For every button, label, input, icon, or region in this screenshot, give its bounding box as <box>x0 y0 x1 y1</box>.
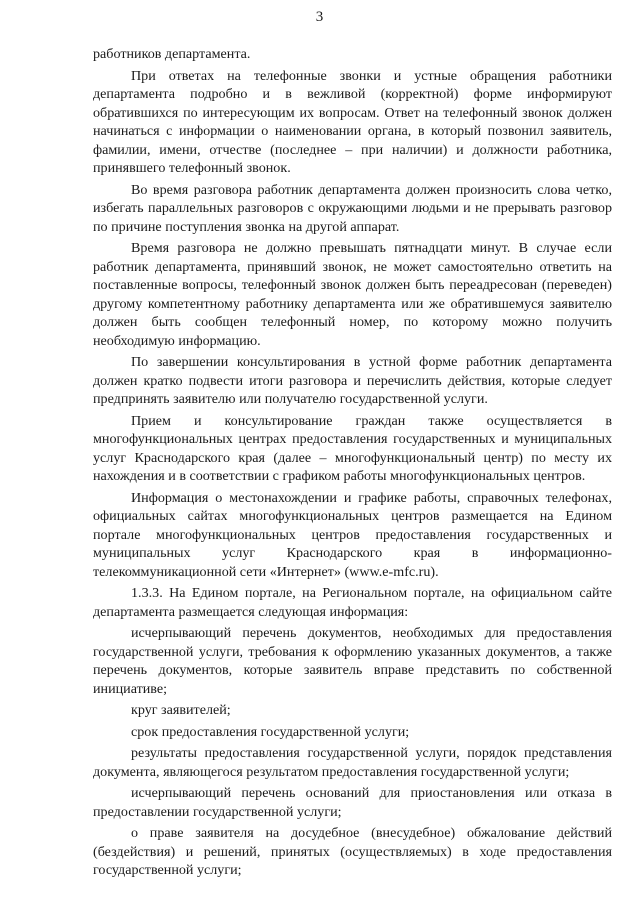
paragraph: При ответах на телефонные звонки и устные обращения работники департамента подробно и в вежливой (корректной) форме информируют обратившихся по интересующим их вопросам. Ответ на телефонный звонок должен начинаться с информации о наименовании органа, в который позвонил заявитель, фамилии, имени, отчестве (последнее – при наличии) и должности работника, принявшего телефонный звонок. <box>93 67 612 176</box>
paragraph: Во время разговора работник департамента должен произносить слова четко, избегать параллельных разговоров с окружающими людьми и не прерывать разговор по причине поступления звонка на другой аппарат. <box>93 181 612 235</box>
paragraph: Прием и консультирование граждан также осуществляется в многофункциональных центрах предоставления государственных и муниципальных услуг Краснодарского края (далее – многофункциональный центр) по месту их нахождения и в соответствии с графиком работы многофункциональных центров. <box>93 412 612 484</box>
list-item: исчерпывающий перечень документов, необходимых для предоставления государственной услуги, требования к оформлению указанных документов, а также перечень документов, которые заявитель вправе представить по собственной инициативе; <box>93 625 612 697</box>
list-item: о праве заявителя на досудебное (внесудебное) обжалование действий (бездействия) и решений, принятых (осуществляемых) в ходе предоставления государственной услуги; <box>93 825 612 878</box>
paragraph: По завершении консультирования в устной форме работник департамента должен кратко подвести итоги разговора и перечислить действия, которые следует предпринять заявителю или получателю государственной услуги. <box>93 354 612 407</box>
list-item: исчерпывающий перечень оснований для приостановления или отказа в предоставлении государственной услуги; <box>93 785 612 820</box>
paragraph: работников департамента. <box>93 46 251 62</box>
list-item: круг заявителей; <box>131 702 231 718</box>
paragraph: Информация о местонахождении и графике работы, справочных телефонах, официальных сайтах многофункциональных центров размещается на Едином портале многофункциональных центров предоставления государственных и муниципальных услуг Краснодарского края в информационно-телекоммуникационной сети «Интернет» (www.e-mfc.ru). <box>93 489 612 580</box>
section-heading-1-3-3: 1.3.3. На Едином портале, на Региональном портале, на официальном сайте департамента размещается следующая информация: <box>93 585 612 620</box>
list-item: результаты предоставления государственной услуги, порядок представления документа, являющегося результатом предоставления государственной услуги; <box>93 745 612 780</box>
list-item: срок предоставления государственной услуги; <box>131 723 410 740</box>
paragraph: Время разговора не должно превышать пятнадцати минут. В случае если работник департамента, принявший звонок, не может самостоятельно ответить на поставленные вопросы, телефонный звонок должен быть переадресован (переведен) другому компетентному работнику департамента или же обратившемуся заявителю должен быть сообщен телефонный номер, по которому можно получить необходимую информацию. <box>93 240 612 349</box>
page-number: 3 <box>315 9 324 25</box>
document-body <box>93 45 612 880</box>
